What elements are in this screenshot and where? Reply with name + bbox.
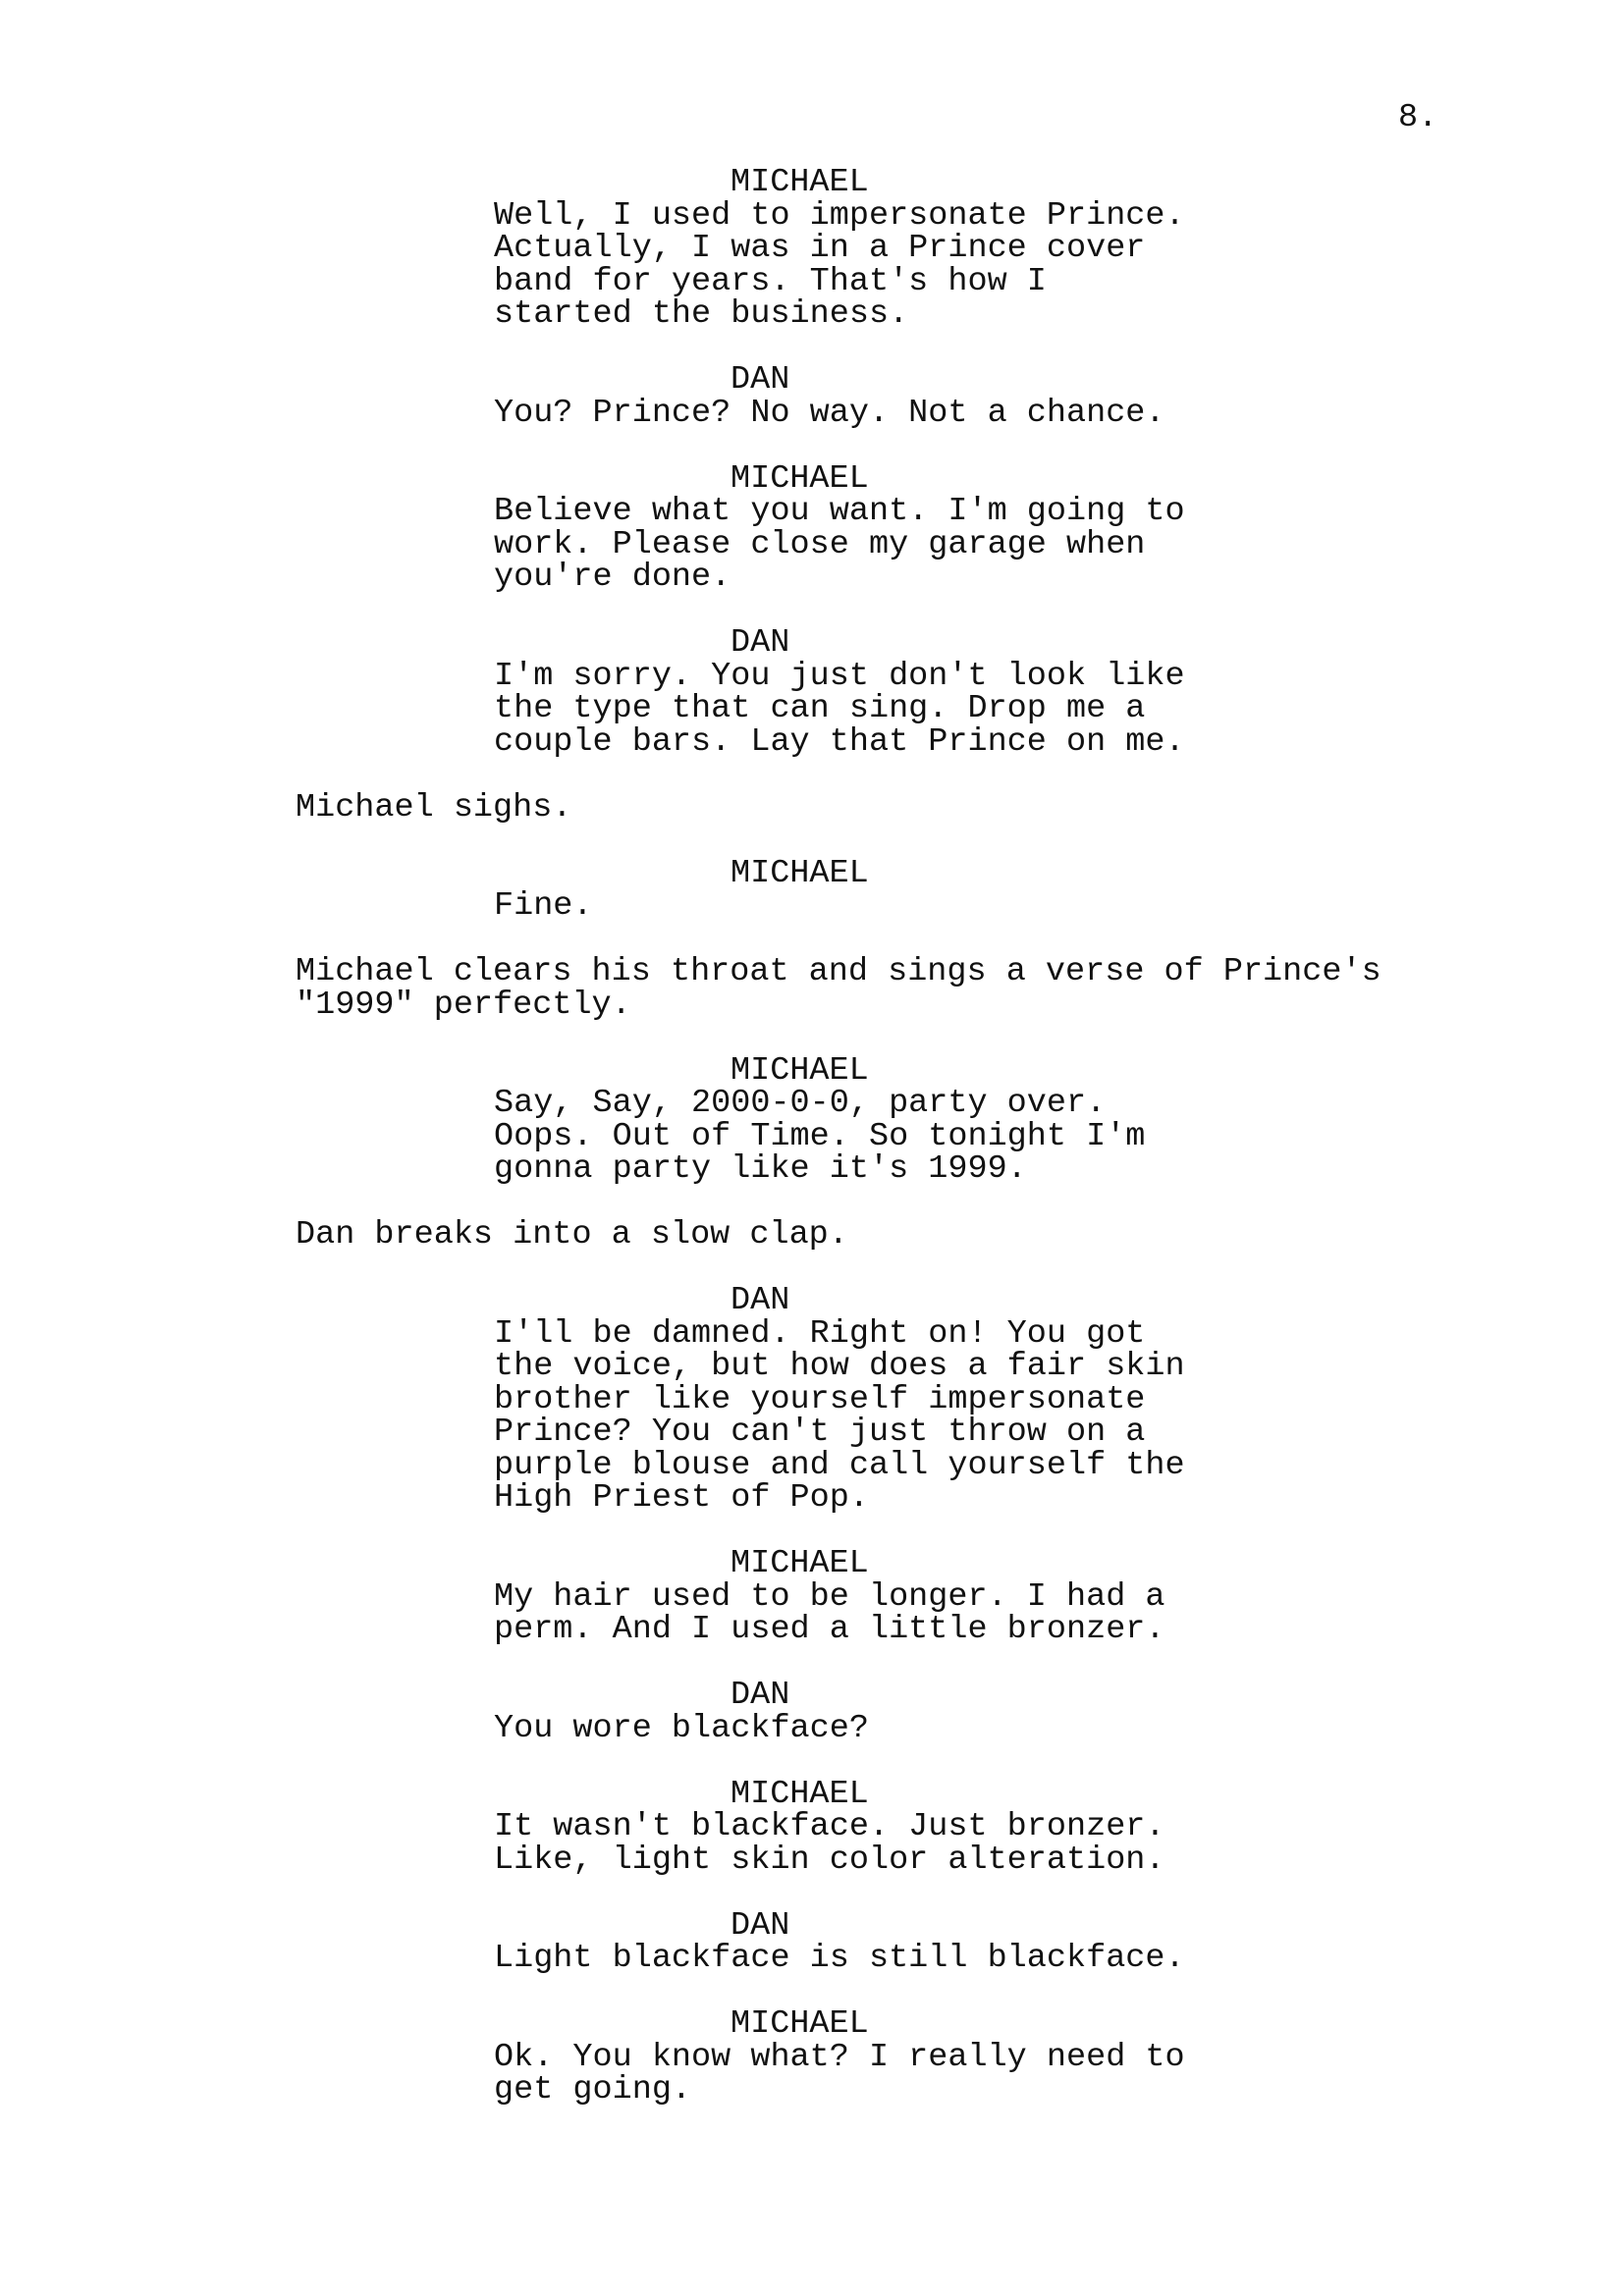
dialogue-block (0, 854, 1624, 925)
dialogue-line: You? Prince? No way. Not a chance. (494, 394, 1165, 432)
action-line: "1999" perfectly. (296, 986, 631, 1024)
dialogue-line: Say, Say, 2000-0-0, party over. (494, 1085, 1107, 1122)
dialogue-line: you're done. (494, 559, 731, 596)
dialogue-line: couple bars. Lay that Prince on me. (494, 722, 1185, 761)
dialogue-block (0, 459, 1624, 596)
character-name: DAN (731, 1677, 790, 1714)
dialogue-block (0, 1545, 1624, 1648)
dialogue-line: brother like yourself impersonate (494, 1380, 1146, 1418)
action-block (0, 788, 1624, 827)
dialogue-line: Like, light skin color alteration. (494, 1841, 1165, 1879)
dialogue-line: purple blouse and call yourself the (494, 1446, 1185, 1484)
dialogue-block (0, 164, 1624, 333)
page-number: 8. (1398, 99, 1438, 136)
dialogue-line: band for years. That's how I (494, 262, 1047, 300)
dialogue-line: Oops. Out of Time. So tonight I'm (494, 1117, 1146, 1155)
dialogue-line: Light blackface is still blackface. (494, 1940, 1185, 1977)
dialogue-line: Ok. You know what? I really need to (494, 2038, 1185, 2076)
action-line: Dan breaks into a slow clap. (296, 1216, 848, 1254)
dialogue-line: the type that can sing. Drop me a (494, 690, 1146, 727)
character-name: MICHAEL (731, 1775, 869, 1813)
dialogue-line: perm. And I used a little bronzer. (494, 1611, 1165, 1648)
character-name: MICHAEL (731, 1051, 869, 1090)
dialogue-line: I'll be damned. Right on! You got (494, 1314, 1146, 1353)
character-name: MICHAEL (731, 1545, 869, 1582)
dialogue-block (0, 1677, 1624, 1747)
character-name: DAN (731, 1282, 790, 1319)
dialogue-block (0, 1282, 1624, 1517)
dialogue-block (0, 1906, 1624, 1977)
dialogue-block (0, 624, 1624, 761)
character-name: MICHAEL (731, 164, 869, 201)
dialogue-line: Fine. (494, 887, 593, 925)
dialogue-line: get going. (494, 2071, 692, 2109)
dialogue-line: the voice, but how does a fair skin (494, 1348, 1185, 1385)
character-name: DAN (731, 624, 790, 662)
character-name: MICHAEL (731, 854, 869, 892)
dialogue-line: Actually, I was in a Prince cover (494, 230, 1146, 267)
dialogue-block (0, 361, 1624, 432)
dialogue-line: Well, I used to impersonate Prince. (494, 196, 1185, 235)
dialogue-line: Prince? You can't just throw on a (494, 1414, 1146, 1451)
script-body (0, 164, 1624, 2109)
dialogue-line: started the business. (494, 295, 909, 333)
dialogue-line: My hair used to be longer. I had a (494, 1577, 1165, 1616)
character-name: DAN (731, 1906, 790, 1945)
dialogue-line: work. Please close my garage when (494, 525, 1146, 563)
dialogue-block (0, 1775, 1624, 1879)
dialogue-line: High Priest of Pop. (494, 1479, 869, 1517)
dialogue-line: You wore blackface? (494, 1709, 869, 1747)
action-line: Michael clears his throat and sings a verse of Prince's (296, 953, 1381, 990)
dialogue-block (0, 1051, 1624, 1188)
action-block (0, 1216, 1624, 1254)
action-line: Michael sighs. (296, 788, 572, 827)
dialogue-block (0, 2005, 1624, 2109)
character-name: MICHAEL (731, 459, 869, 498)
action-block (0, 953, 1624, 1024)
dialogue-line: I'm sorry. You just don't look like (494, 657, 1185, 695)
dialogue-line: gonna party like it's 1999. (494, 1150, 1027, 1188)
dialogue-line: Believe what you want. I'm going to (494, 493, 1185, 530)
character-name: DAN (731, 361, 790, 399)
character-name: MICHAEL (731, 2005, 869, 2043)
dialogue-line: It wasn't blackface. Just bronzer. (494, 1808, 1165, 1845)
